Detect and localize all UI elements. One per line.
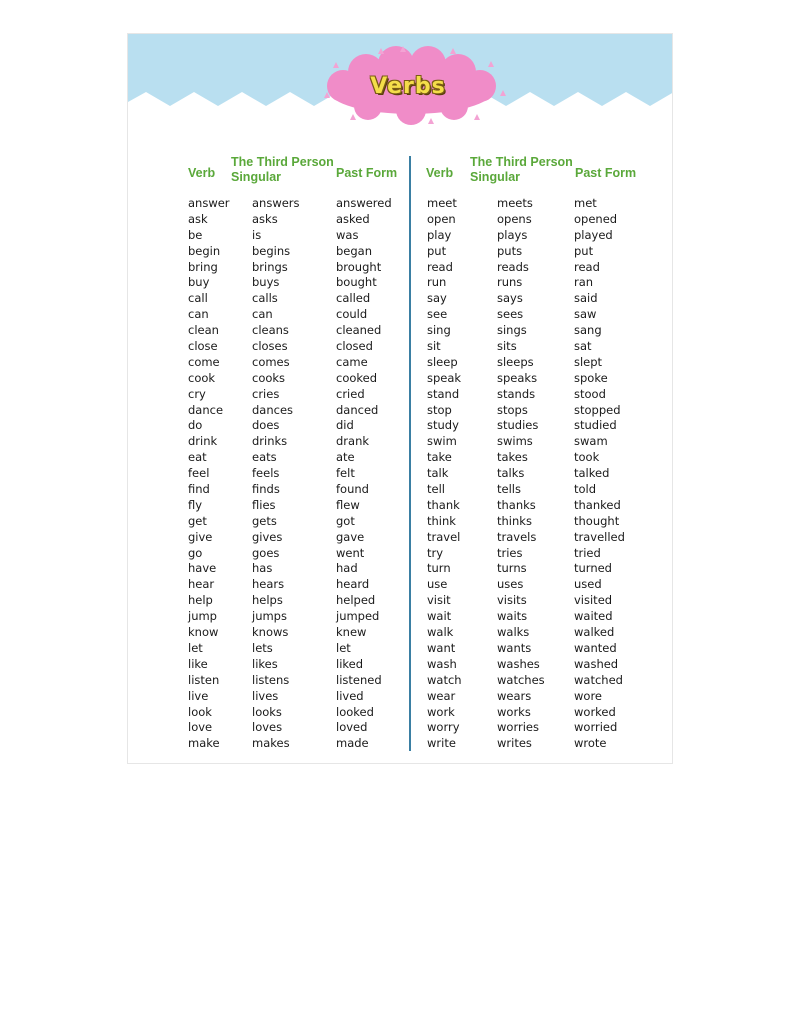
right-third-column bbox=[497, 196, 545, 752]
word-cell: walks bbox=[497, 625, 530, 640]
word-cell: work bbox=[427, 704, 455, 719]
word-cell: took bbox=[574, 450, 600, 465]
word-cell: thought bbox=[574, 513, 620, 528]
word-cell: stop bbox=[427, 402, 452, 417]
word-cell: talked bbox=[574, 466, 610, 481]
word-cell: writes bbox=[497, 736, 532, 751]
word-cell: look bbox=[188, 704, 212, 719]
word-cell: visited bbox=[574, 593, 613, 608]
word-cell: gave bbox=[336, 529, 365, 544]
word-cell: find bbox=[188, 482, 210, 497]
word-cell: has bbox=[252, 561, 273, 576]
word-cell: opens bbox=[497, 211, 532, 226]
word-cell: was bbox=[336, 227, 359, 242]
word-cell: let bbox=[188, 640, 203, 655]
verbs-sheet bbox=[127, 33, 673, 764]
word-cell: let bbox=[336, 640, 351, 655]
word-cell: loves bbox=[252, 720, 283, 735]
word-cell: visits bbox=[497, 593, 527, 608]
word-cell: brought bbox=[336, 259, 382, 274]
word-cell: sleeps bbox=[497, 354, 534, 369]
word-cell: can bbox=[252, 307, 273, 322]
word-cell: clean bbox=[188, 323, 219, 338]
word-cell: sing bbox=[427, 323, 451, 338]
word-cell: makes bbox=[252, 736, 290, 751]
word-cell: begin bbox=[188, 243, 221, 258]
word-cell: gets bbox=[252, 513, 277, 528]
word-cell: works bbox=[497, 704, 531, 719]
word-cell: waits bbox=[497, 609, 528, 624]
word-cell: sit bbox=[427, 339, 441, 354]
word-cell: jumps bbox=[252, 609, 287, 624]
word-cell: travelled bbox=[574, 529, 625, 544]
word-cell: made bbox=[336, 736, 369, 751]
word-cell: stopped bbox=[574, 402, 621, 417]
word-cell: have bbox=[188, 561, 217, 576]
word-cell: ask bbox=[188, 211, 208, 226]
word-cell: heard bbox=[336, 577, 370, 592]
word-cell: tried bbox=[574, 545, 601, 560]
word-cell: say bbox=[427, 291, 447, 306]
word-cell: meets bbox=[497, 196, 533, 210]
word-cell: washed bbox=[574, 656, 619, 671]
word-cell: thanked bbox=[574, 497, 621, 512]
left-past-column bbox=[336, 196, 392, 752]
word-cell: swam bbox=[574, 434, 608, 449]
word-cell: think bbox=[427, 513, 456, 528]
word-cell: wait bbox=[427, 609, 452, 624]
word-cell: closed bbox=[336, 339, 373, 354]
word-cell: plays bbox=[497, 227, 528, 242]
word-cell: cries bbox=[252, 386, 280, 401]
word-cell: buy bbox=[188, 275, 210, 290]
header-verb-left: Verb bbox=[188, 166, 216, 180]
word-cell: helps bbox=[252, 593, 283, 608]
word-cell: come bbox=[188, 354, 220, 369]
word-cell: know bbox=[188, 625, 219, 640]
word-cell: ate bbox=[336, 450, 355, 465]
word-cell: play bbox=[427, 227, 452, 242]
header-third-line1: The Third Person bbox=[470, 155, 573, 169]
word-cell: uses bbox=[497, 577, 524, 592]
word-cell: used bbox=[574, 577, 602, 592]
word-cell: take bbox=[427, 450, 452, 465]
word-cell: brings bbox=[252, 259, 288, 274]
word-cell: listened bbox=[336, 672, 382, 687]
word-cell: knows bbox=[252, 625, 289, 640]
word-cell: talks bbox=[497, 466, 525, 481]
word-cell: jump bbox=[188, 609, 217, 624]
word-cell: watches bbox=[497, 672, 545, 687]
word-cell: thank bbox=[427, 497, 460, 512]
word-cell: answers bbox=[252, 196, 300, 210]
left-third-column bbox=[252, 196, 300, 752]
word-cell: helped bbox=[336, 593, 376, 608]
word-cell: turned bbox=[574, 561, 612, 576]
word-cell: sang bbox=[574, 323, 602, 338]
word-cell: help bbox=[188, 593, 213, 608]
word-cell: read bbox=[427, 259, 453, 274]
word-cell: came bbox=[336, 354, 368, 369]
page-title: Verbs bbox=[370, 74, 446, 99]
word-cell: met bbox=[574, 196, 597, 210]
word-cell: do bbox=[188, 418, 203, 433]
word-cell: visit bbox=[427, 593, 451, 608]
word-cell: travels bbox=[497, 529, 537, 544]
word-cell: try bbox=[427, 545, 444, 560]
word-cell: walked bbox=[574, 625, 615, 640]
word-cell: want bbox=[427, 640, 456, 655]
word-cell: love bbox=[188, 720, 213, 735]
word-cell: slept bbox=[574, 354, 603, 369]
column-divider bbox=[409, 156, 411, 751]
word-cell: danced bbox=[336, 402, 379, 417]
word-cell: wear bbox=[427, 688, 456, 703]
word-cell: stops bbox=[497, 402, 528, 417]
word-cell: opened bbox=[574, 211, 618, 226]
word-cell: likes bbox=[252, 656, 278, 671]
word-cell: bought bbox=[336, 275, 377, 290]
word-cell: got bbox=[336, 513, 355, 528]
word-cell: meet bbox=[427, 196, 457, 210]
word-cell: studied bbox=[574, 418, 617, 433]
word-cell: is bbox=[252, 227, 262, 242]
word-cell: speaks bbox=[497, 370, 538, 385]
word-cell: swim bbox=[427, 434, 457, 449]
word-cell: looked bbox=[336, 704, 374, 719]
word-cell: began bbox=[336, 243, 373, 258]
word-cell: wanted bbox=[574, 640, 617, 655]
word-cell: tell bbox=[427, 482, 445, 497]
word-cell: knew bbox=[336, 625, 367, 640]
word-cell: asked bbox=[336, 211, 370, 226]
word-cell: wears bbox=[497, 688, 532, 703]
word-cell: get bbox=[188, 513, 207, 528]
word-cell: begins bbox=[252, 243, 291, 258]
word-cell: fly bbox=[188, 497, 203, 512]
word-cell: stands bbox=[497, 386, 536, 401]
word-cell: puts bbox=[497, 243, 523, 258]
word-cell: sees bbox=[497, 307, 524, 322]
word-cell: thinks bbox=[497, 513, 532, 528]
word-cell: lives bbox=[252, 688, 279, 703]
word-cell: live bbox=[188, 688, 209, 703]
word-cell: turns bbox=[497, 561, 527, 576]
word-cell: dance bbox=[188, 402, 224, 417]
word-cell: flies bbox=[252, 497, 276, 512]
word-cell: listen bbox=[188, 672, 220, 687]
word-cell: eats bbox=[252, 450, 277, 465]
word-cell: buys bbox=[252, 275, 280, 290]
word-cell: lets bbox=[252, 640, 273, 655]
word-cell: ran bbox=[574, 275, 594, 290]
word-cell: loved bbox=[336, 720, 368, 735]
word-cell: says bbox=[497, 291, 523, 306]
word-cell: bring bbox=[188, 259, 218, 274]
word-cell: drank bbox=[336, 434, 370, 449]
word-cell: worked bbox=[574, 704, 616, 719]
word-cell: studies bbox=[497, 418, 539, 433]
word-cell: waited bbox=[574, 609, 613, 624]
word-cell: liked bbox=[336, 656, 364, 671]
word-cell: cooked bbox=[336, 370, 378, 385]
word-cell: make bbox=[188, 736, 220, 751]
word-cell: tells bbox=[497, 482, 521, 497]
word-cell: travel bbox=[427, 529, 461, 544]
header-third-line2: Singular bbox=[231, 170, 282, 184]
word-cell: said bbox=[574, 291, 598, 306]
word-cell: walk bbox=[427, 625, 454, 640]
word-cell: feel bbox=[188, 466, 210, 481]
word-cell: finds bbox=[252, 482, 280, 497]
right-verb-column bbox=[427, 196, 462, 752]
word-cell: worried bbox=[574, 720, 618, 735]
word-cell: write bbox=[427, 736, 456, 751]
word-cell: jumped bbox=[336, 609, 380, 624]
word-cell: listens bbox=[252, 672, 290, 687]
header-third-line1: The Third Person bbox=[231, 155, 334, 169]
word-cell: watched bbox=[574, 672, 623, 687]
word-cell: had bbox=[336, 561, 358, 576]
word-cell: see bbox=[427, 307, 448, 322]
word-cell: stood bbox=[574, 386, 606, 401]
word-cell: cleans bbox=[252, 323, 289, 338]
word-cell: played bbox=[574, 227, 613, 242]
left-verb-column bbox=[188, 196, 230, 752]
header-past-right: Past Form bbox=[575, 166, 637, 180]
word-cell: close bbox=[188, 339, 218, 354]
word-cell: use bbox=[427, 577, 448, 592]
word-cell: asks bbox=[252, 211, 278, 226]
header-verb-right: Verb bbox=[426, 166, 454, 180]
word-cell: feels bbox=[252, 466, 280, 481]
word-cell: saw bbox=[574, 307, 597, 322]
word-cell: cook bbox=[188, 370, 216, 385]
word-cell: gives bbox=[252, 529, 283, 544]
word-cell: reads bbox=[497, 259, 529, 274]
header-third-line2: Singular bbox=[470, 170, 521, 184]
word-cell: study bbox=[427, 418, 459, 433]
word-cell: swims bbox=[497, 434, 533, 449]
word-cell: washes bbox=[497, 656, 540, 671]
word-cell: read bbox=[574, 259, 600, 274]
word-cell: hear bbox=[188, 577, 215, 592]
word-cell: sits bbox=[497, 339, 517, 354]
word-cell: wash bbox=[427, 656, 457, 671]
word-cell: speak bbox=[427, 370, 462, 385]
word-cell: put bbox=[574, 243, 594, 258]
word-cell: closes bbox=[252, 339, 288, 354]
word-cell: comes bbox=[252, 354, 290, 369]
word-cell: worry bbox=[427, 720, 460, 735]
word-cell: cooks bbox=[252, 370, 286, 385]
word-cell: sings bbox=[497, 323, 527, 338]
word-cell: worries bbox=[497, 720, 539, 735]
word-cell: tries bbox=[497, 545, 523, 560]
word-cell: wrote bbox=[574, 736, 607, 751]
right-past-column bbox=[574, 196, 625, 752]
word-cell: run bbox=[427, 275, 447, 290]
word-cell: call bbox=[188, 291, 208, 306]
word-cell: talk bbox=[427, 466, 449, 481]
word-cell: put bbox=[427, 243, 447, 258]
word-cell: hears bbox=[252, 577, 285, 592]
word-cell: wore bbox=[574, 688, 602, 703]
word-cell: calls bbox=[252, 291, 278, 306]
word-cell: sleep bbox=[427, 354, 458, 369]
word-cell: drinks bbox=[252, 434, 288, 449]
word-cell: dances bbox=[252, 402, 294, 417]
word-cell: flew bbox=[336, 497, 360, 512]
word-cell: found bbox=[336, 482, 369, 497]
word-cell: give bbox=[188, 529, 213, 544]
word-cell: open bbox=[427, 211, 456, 226]
word-cell: wants bbox=[497, 640, 532, 655]
word-cell: stand bbox=[427, 386, 460, 401]
word-cell: goes bbox=[252, 545, 280, 560]
word-cell: cleaned bbox=[336, 323, 382, 338]
word-cell: looks bbox=[252, 704, 282, 719]
word-cell: did bbox=[336, 418, 354, 433]
word-cell: told bbox=[574, 482, 597, 497]
word-cell: thanks bbox=[497, 497, 536, 512]
word-cell: eat bbox=[188, 450, 207, 465]
word-cell: answer bbox=[188, 196, 230, 210]
word-cell: takes bbox=[497, 450, 528, 465]
word-cell: can bbox=[188, 307, 209, 322]
word-cell: be bbox=[188, 227, 203, 242]
word-cell: could bbox=[336, 307, 368, 322]
word-cell: cried bbox=[336, 386, 365, 401]
word-cell: cry bbox=[188, 386, 206, 401]
header-third-person-left bbox=[231, 155, 334, 185]
header-third-person-right bbox=[470, 155, 573, 185]
word-cell: like bbox=[188, 656, 208, 671]
word-cell: runs bbox=[497, 275, 523, 290]
word-cell: does bbox=[252, 418, 280, 433]
word-cell: drink bbox=[188, 434, 218, 449]
word-cell: went bbox=[336, 545, 365, 560]
word-cell: felt bbox=[336, 466, 355, 481]
word-cell: sat bbox=[574, 339, 592, 354]
word-cell: watch bbox=[427, 672, 462, 687]
header-past-left: Past Form bbox=[336, 166, 398, 180]
word-cell: turn bbox=[427, 561, 451, 576]
word-cell: answered bbox=[336, 196, 392, 210]
word-cell: go bbox=[188, 545, 203, 560]
word-cell: spoke bbox=[574, 370, 608, 385]
word-cell: called bbox=[336, 291, 371, 306]
word-cell: lived bbox=[336, 688, 364, 703]
